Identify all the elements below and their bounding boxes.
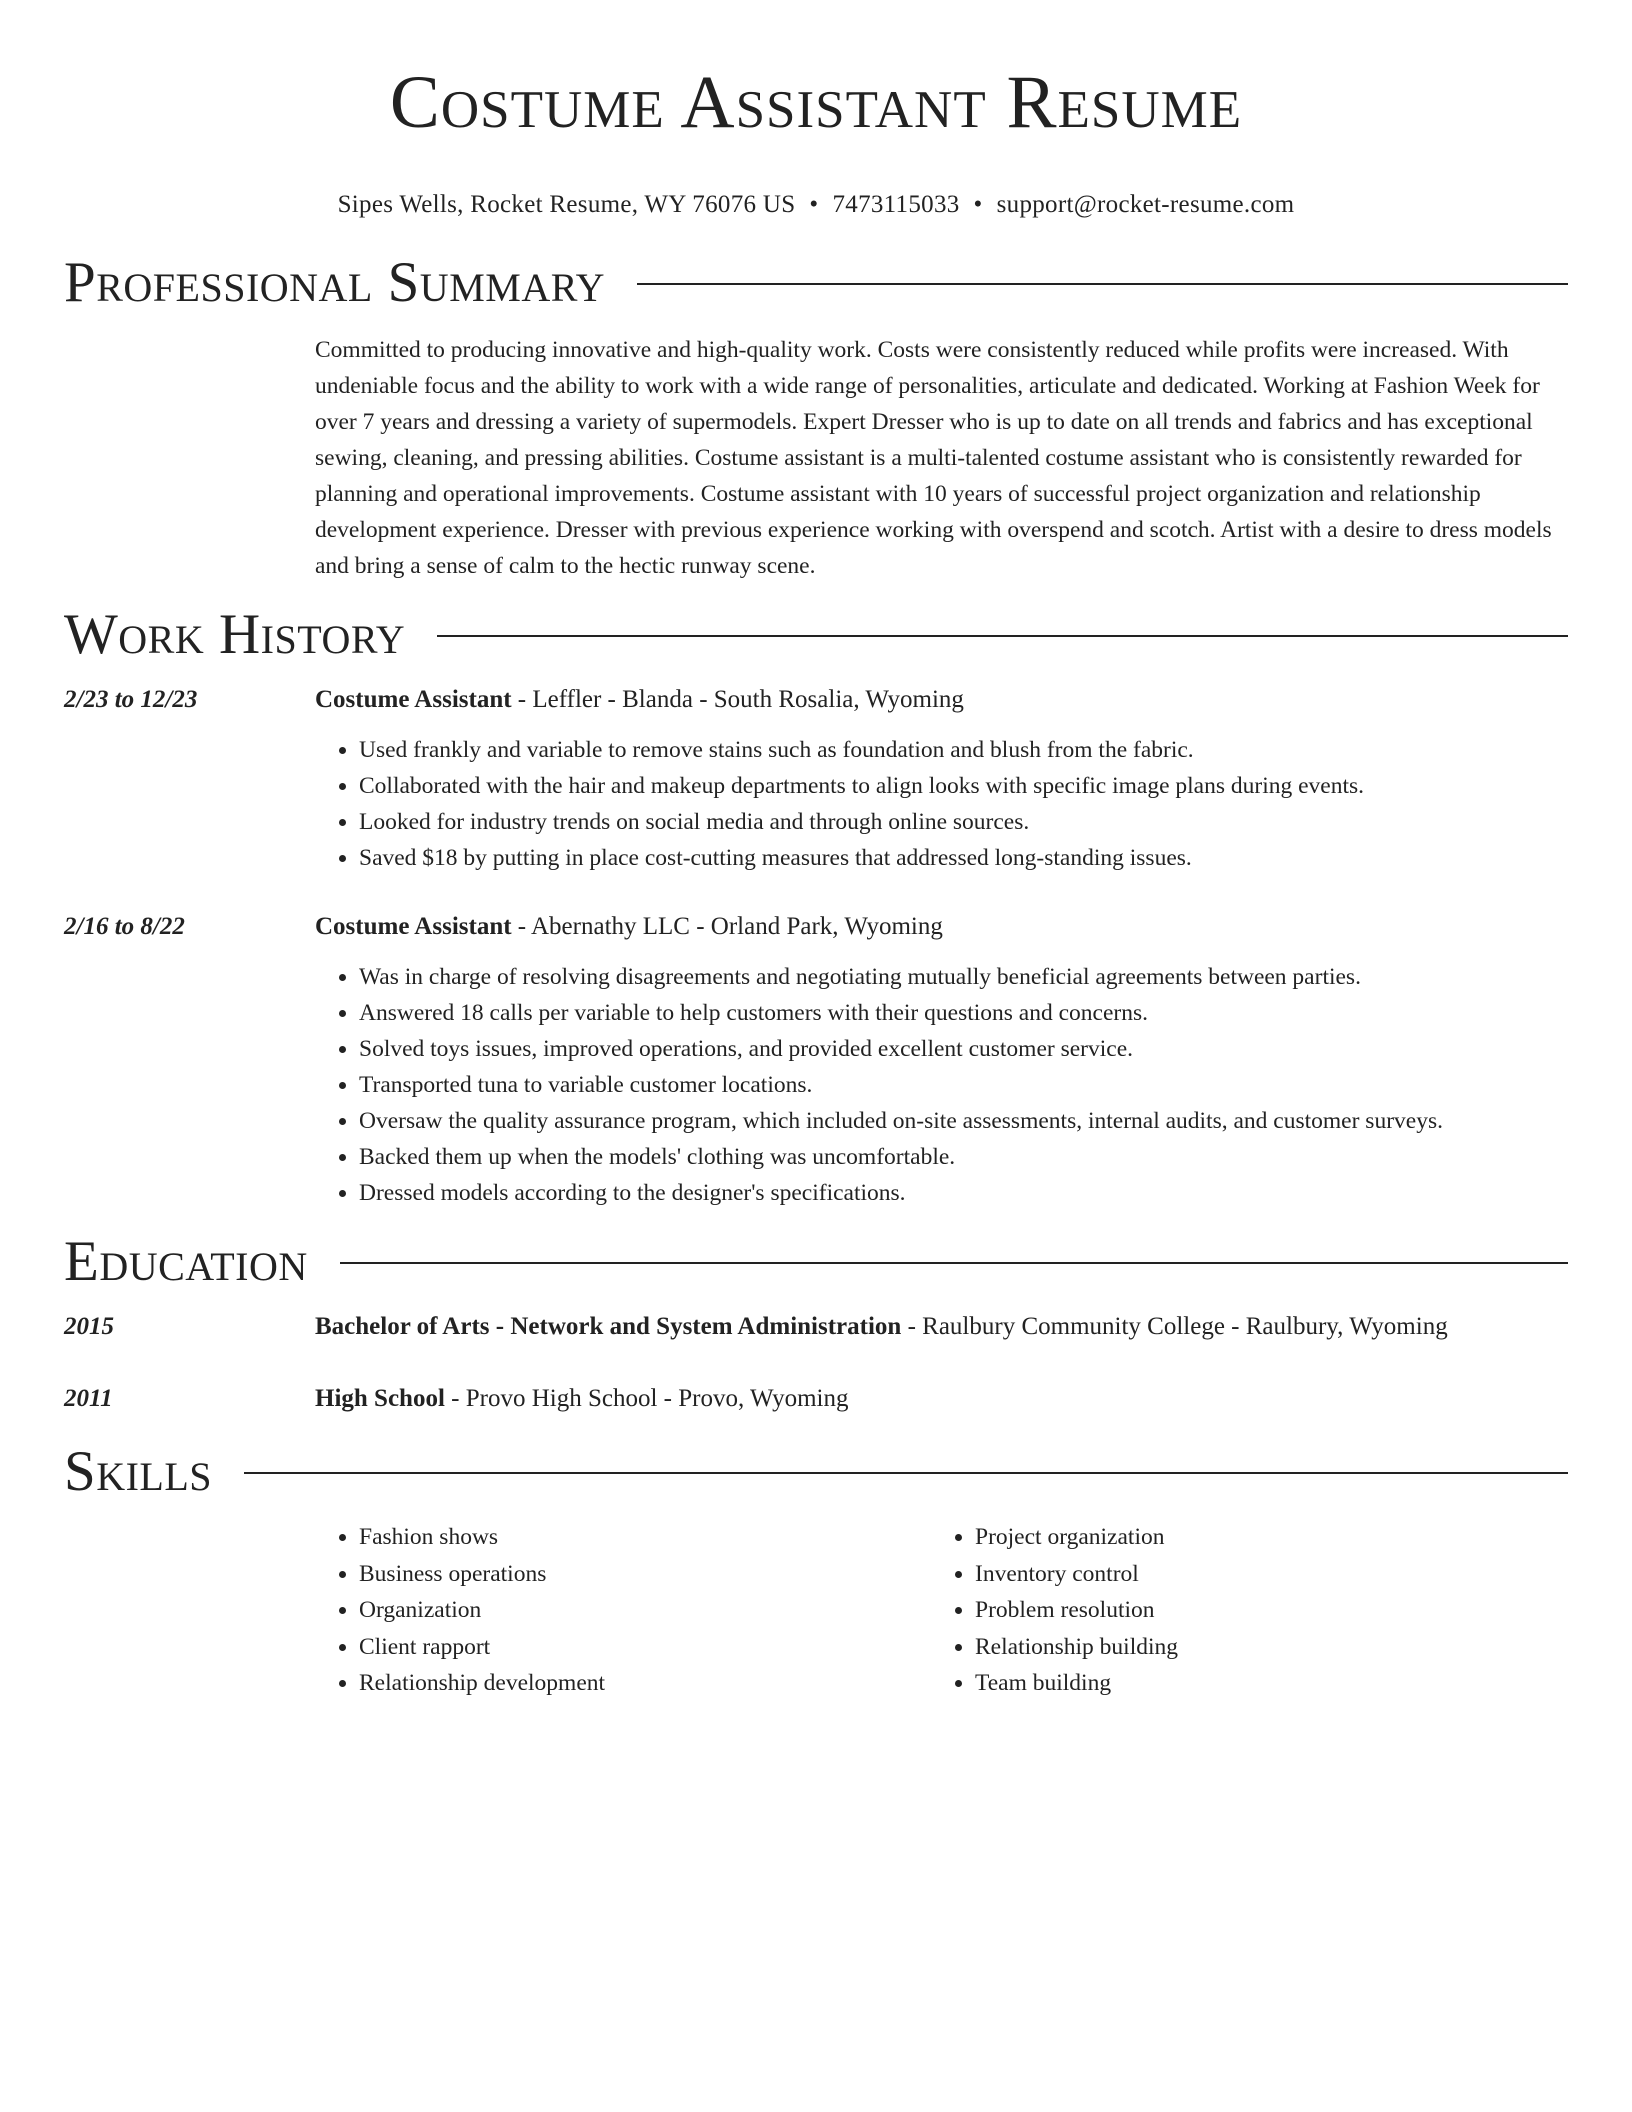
contact-separator: • bbox=[809, 191, 819, 218]
job-bullet: • Collaborated with the hair and makeup departments to align looks with specific image plans during events. bbox=[359, 768, 1568, 804]
resume-page bbox=[64, 0, 1568, 1702]
job-dates: 2/23 to 12/23 bbox=[64, 686, 198, 713]
skill-item: • Project organization bbox=[975, 1519, 1547, 1556]
education-entry bbox=[64, 1309, 1568, 1345]
job-entry bbox=[64, 682, 1568, 876]
job-title: Costume Assistant bbox=[315, 686, 512, 713]
education-entry bbox=[64, 1381, 1568, 1417]
job-bullets bbox=[315, 732, 1568, 876]
skill-item: • Organization bbox=[359, 1592, 931, 1629]
summary-section-header bbox=[64, 250, 1568, 316]
skill-item: • Fashion shows bbox=[359, 1519, 931, 1556]
skill-item: • Relationship development bbox=[359, 1665, 931, 1702]
skills-section-header bbox=[64, 1439, 1568, 1505]
skills-list bbox=[315, 1519, 1568, 1702]
skill-item: • Relationship building bbox=[975, 1629, 1547, 1666]
job-bullet: • Saved $18 by putting in place cost-cutting measures that addressed long-standing issues. bbox=[359, 840, 1568, 876]
contact-separator: • bbox=[973, 191, 983, 218]
job-bullet: • Answered 18 calls per variable to help customers with their questions and concerns. bbox=[359, 995, 1568, 1031]
education-details: - Raulbury Community College - Raulbury, Wyoming bbox=[901, 1313, 1448, 1340]
skills-column-right bbox=[931, 1519, 1547, 1702]
job-heading bbox=[315, 909, 1568, 945]
education-degree: Bachelor of Arts - Network and System Administration bbox=[315, 1313, 902, 1340]
skill-item: • Team building bbox=[975, 1665, 1547, 1702]
job-bullet: • Oversaw the quality assurance program, which included on-site assessments, internal audits, and customer surveys. bbox=[359, 1103, 1568, 1139]
skill-item: • Problem resolution bbox=[975, 1592, 1547, 1629]
section-divider bbox=[340, 1262, 1568, 1264]
job-bullet: • Used frankly and variable to remove stains such as foundation and blush from the fabric. bbox=[359, 732, 1568, 768]
skill-item: • Business operations bbox=[359, 1556, 931, 1593]
job-bullet: • Solved toys issues, improved operations, and provided excellent customer service. bbox=[359, 1031, 1568, 1067]
summary-text: Committed to producing innovative and high-quality work. Costs were consistently reduced while profits were increased. With undeniable focus and the ability to work with a wide range of personalities, articulate and dedicated. Working at Fashion Week for over 7 years and dressing a variety of supermodels. Expert Dresser who is up to date on all trends and fabrics and has exceptional sewing, cleaning, and pressing abilities. Costume assistant is a multi-talented costume assistant who is consistently rewarded for planning and operational improvements. Costume assistant with 10 years of successful project organization and relationship development experience. Dresser with previous experience working with overspend and scotch. Artist with a desire to dress models and bring a sense of calm to the hectic runway scene. bbox=[315, 337, 1552, 579]
job-bullet: • Dressed models according to the designer's specifications. bbox=[359, 1175, 1568, 1211]
education-heading-line bbox=[315, 1381, 1568, 1417]
job-bullet: • Transported tuna to variable customer locations. bbox=[359, 1067, 1568, 1103]
job-dates: 2/16 to 8/22 bbox=[64, 913, 185, 940]
work-section-header bbox=[64, 602, 1568, 668]
work-heading: Work History bbox=[64, 603, 406, 666]
job-bullet: • Looked for industry trends on social media and through online sources. bbox=[359, 804, 1568, 840]
education-degree: High School bbox=[315, 1385, 445, 1412]
job-bullet: • Was in charge of resolving disagreements and negotiating mutually beneficial agreements between parties. bbox=[359, 959, 1568, 995]
resume-title: Costume Assistant Resume bbox=[389, 61, 1243, 144]
education-year: 2011 bbox=[64, 1385, 113, 1412]
job-bullet: • Backed them up when the models' clothing was uncomfortable. bbox=[359, 1139, 1568, 1175]
job-title: Costume Assistant bbox=[315, 913, 512, 940]
job-content bbox=[315, 682, 1568, 876]
contact-line bbox=[64, 190, 1568, 220]
job-details: - Leffler - Blanda - South Rosalia, Wyoming bbox=[511, 686, 964, 713]
job-content bbox=[315, 909, 1568, 1211]
contact-email: support@rocket-resume.com bbox=[996, 191, 1295, 218]
section-divider bbox=[437, 635, 1568, 637]
contact-address: Sipes Wells, Rocket Resume, WY 76076 US bbox=[337, 191, 796, 218]
skills-heading: Skills bbox=[64, 1440, 213, 1503]
job-bullets bbox=[315, 959, 1568, 1211]
education-section-header bbox=[64, 1229, 1568, 1295]
education-details: - Provo High School - Provo, Wyoming bbox=[444, 1385, 849, 1412]
education-heading: Education bbox=[64, 1230, 308, 1293]
summary-heading: Professional Summary bbox=[64, 251, 606, 314]
skills-column-left bbox=[315, 1519, 931, 1702]
job-heading bbox=[315, 682, 1568, 718]
section-divider bbox=[244, 1472, 1568, 1474]
skill-item: • Inventory control bbox=[975, 1556, 1547, 1593]
skill-item: • Client rapport bbox=[359, 1629, 931, 1666]
job-entry bbox=[64, 909, 1568, 1211]
section-divider bbox=[637, 283, 1568, 285]
education-year: 2015 bbox=[64, 1313, 114, 1340]
job-details: - Abernathy LLC - Orland Park, Wyoming bbox=[511, 913, 943, 940]
contact-phone: 7473115033 bbox=[832, 191, 960, 218]
education-heading-line bbox=[315, 1309, 1568, 1345]
